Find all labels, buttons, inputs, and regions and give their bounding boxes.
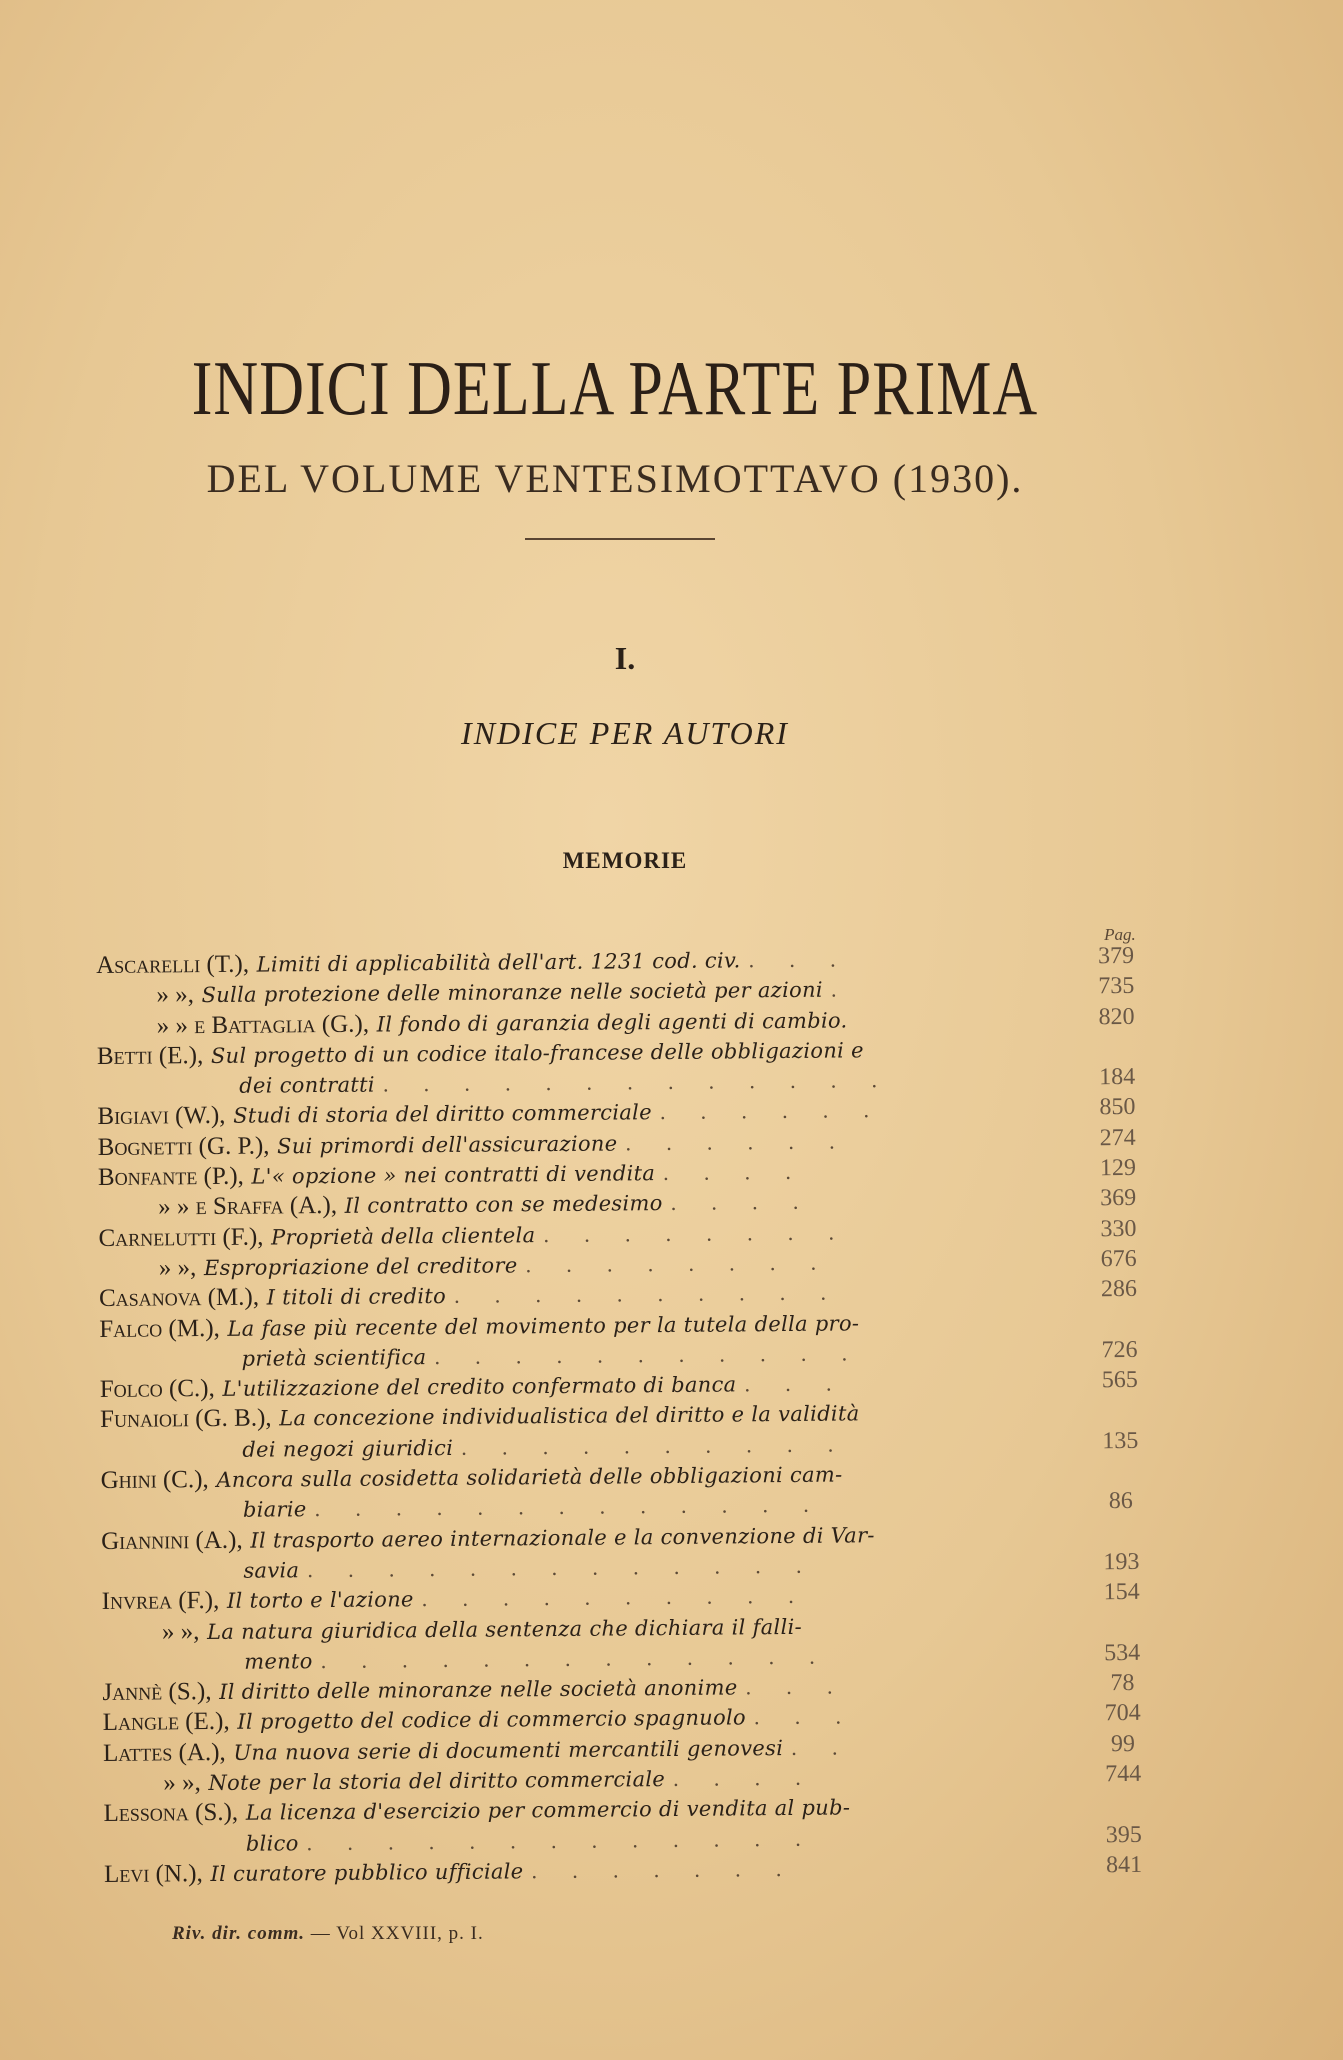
entry-leader-dots: . . . . . . . . . . . . .: [306, 1826, 816, 1855]
entry-page-number: 193: [1103, 1548, 1140, 1576]
entry-page-number: 154: [1103, 1579, 1140, 1606]
entry-leader-dots: . . . . . .: [624, 1129, 850, 1156]
entry-title: Note per la storia del diritto commerciale: [208, 1767, 666, 1796]
entry-leader-dots: . . . . . .: [659, 1098, 884, 1125]
entry-leader-dots: . . . . . . . . . .: [460, 1432, 848, 1460]
entry-leader-dots: . . . . . . . . . . . . .: [320, 1644, 830, 1673]
entry-leader-dots: . . . .: [672, 1765, 816, 1792]
entry-page-number: 744: [1105, 1760, 1142, 1788]
entry-page-number: 86: [1108, 1488, 1133, 1515]
entry-author: Falco (M.),: [99, 1314, 220, 1343]
entry-page-number: 135: [1102, 1427, 1139, 1454]
entry-title: La natura giuridica della sentenza che dichiara il falli-: [206, 1614, 803, 1644]
entry-author: » » e Sraffa (A.),: [158, 1192, 338, 1221]
entry-leader-dots: . . . . . . . . . .: [421, 1584, 809, 1612]
entry-title: Proprietà della clientela: [271, 1222, 536, 1250]
entry-page-number: 704: [1104, 1700, 1141, 1727]
entry-leader-dots: . . .: [748, 947, 851, 973]
entry-page-number: 99: [1110, 1730, 1136, 1757]
entry-author: Bonfante (P.),: [97, 1162, 244, 1192]
entry-page-number: 841: [1105, 1851, 1143, 1879]
entry-leader-dots: . . . . . . . . . . . . .: [306, 1553, 816, 1583]
entry-title: Il fondo di garanzia degli agenti di cambio.: [376, 1008, 848, 1037]
entry-title: Il curatore pubblico ufficiale: [210, 1859, 524, 1886]
entry-page-number: 820: [1098, 1003, 1135, 1030]
entry-title: biarie: [242, 1497, 307, 1523]
entry-page-number: 369: [1100, 1185, 1137, 1212]
entry-leader-dots: . . . . . . .: [531, 1856, 796, 1884]
entry-author: » »,: [161, 1617, 200, 1645]
entry-page-number: 129: [1099, 1155, 1137, 1182]
entry-author: Invrea (F.),: [101, 1587, 220, 1616]
entry-page-number: 676: [1100, 1245, 1137, 1273]
entry-leader-dots: . . . . . . . . . .: [453, 1280, 841, 1309]
entry-title: Sui primordi dell'assicurazione: [277, 1131, 618, 1159]
entry-leader-dots: . . . . . . . .: [542, 1220, 849, 1247]
entry-author: » »,: [163, 1769, 201, 1797]
entry-page-number: 379: [1097, 942, 1135, 970]
page-footer: [172, 1923, 484, 1945]
entry-author: » »,: [158, 1254, 197, 1282]
entry-title: Il trasporto aereo internazionale e la convenzione di Var-: [250, 1522, 875, 1553]
entry-leader-dots: . . .: [743, 1371, 846, 1397]
entry-author: Bigiavi (W.),: [97, 1102, 226, 1131]
entry-page-number: 330: [1100, 1215, 1137, 1242]
entry-leader-dots: . . . . . . . .: [525, 1250, 831, 1278]
entry-leader-dots: . .: [790, 1735, 852, 1760]
entry-author: Lessona (S.),: [103, 1799, 239, 1828]
subsection-heading: MEMORIE: [562, 848, 688, 873]
entry-page-number: 78: [1110, 1670, 1135, 1697]
footer-volume: — Vol XXVIII, p. I.: [310, 1923, 484, 1944]
page-title: INDICI DELLA PARTE PRIMA: [191, 346, 1039, 432]
entry-title: dei negozi giuridici: [242, 1435, 454, 1462]
entry-author: Carnelutti (F.),: [98, 1223, 264, 1252]
page-subtitle: DEL VOLUME VENTESIMOTTAVO (1930).: [206, 456, 1024, 501]
entry-author: Giannini (A.),: [101, 1526, 243, 1555]
entry-page-number: 565: [1101, 1367, 1138, 1394]
entry-title: Sulla protezione delle minoranze nelle società per azioni: [201, 977, 823, 1008]
entry-title: mento: [244, 1648, 313, 1674]
entry-title: Il progetto del codice di commercio spagnuolo: [237, 1705, 747, 1735]
entry-title: prietà scientifica: [241, 1344, 427, 1371]
entry-author: Ghini (C.),: [100, 1466, 209, 1495]
entry-title: Espropriazione del creditore: [203, 1253, 518, 1281]
entry-title: La licenza d'esercizio per commercio di vendita al pub-: [245, 1795, 851, 1826]
entry-title: Una nuova serie di documenti mercantili genovesi: [233, 1735, 784, 1765]
entry-leader-dots: . . .: [745, 1674, 848, 1700]
entry-page-number: 850: [1099, 1094, 1136, 1121]
entry-author: Jannè (S.),: [102, 1678, 212, 1707]
entry-author: Funaioli (G. B.),: [99, 1404, 272, 1434]
entry-title: blico: [245, 1830, 299, 1856]
footer-journal: Riv. dir. comm.: [172, 1923, 306, 1944]
entry-leader-dots: . . . .: [670, 1190, 813, 1216]
entry-author: Lattes (A.),: [102, 1738, 226, 1767]
entry-title: L'« opzione » nei contratti di vendita: [251, 1161, 656, 1189]
entry-leader-dots: . . . . . . . . . . .: [433, 1341, 862, 1369]
entry-title: La concezione individualistica del diritto e la validità: [279, 1401, 860, 1431]
entry-leader-dots: .: [830, 977, 851, 1002]
entry-title: Il torto e l'azione: [226, 1587, 414, 1614]
entry-title: savia: [243, 1558, 300, 1583]
entry-author: Folco (C.),: [99, 1375, 215, 1404]
entry-title: Limiti di applicabilità dell'art. 1231 cod. civ.: [256, 948, 741, 977]
section-number: I.: [614, 640, 636, 676]
entry-text: [104, 1853, 796, 1890]
entry-title: dei contratti: [239, 1072, 375, 1098]
entry-author: » »,: [156, 981, 195, 1009]
entry-leader-dots: . . . . . . . . . . . . .: [382, 1068, 892, 1097]
entry-page-number: 286: [1100, 1276, 1138, 1303]
entry-author: Levi (N.),: [103, 1860, 203, 1888]
entry-page-number: 184: [1099, 1064, 1136, 1091]
page-column-label: Pag.: [1104, 925, 1136, 944]
entry-title: La fase più recente del movimento per la tutela della pro-: [227, 1310, 860, 1341]
entry-author: Casanova (M.),: [98, 1283, 260, 1313]
title-divider: [525, 538, 715, 540]
entry-page-number: 726: [1101, 1336, 1138, 1364]
entry-author: Betti (E.),: [96, 1041, 204, 1070]
entry-page-number: 274: [1099, 1124, 1136, 1152]
entry-title: Il diritto delle minoranze nelle società anonime: [219, 1675, 738, 1705]
entry-title: Il contratto con se medesimo: [344, 1191, 663, 1219]
entry-title: Studi di storia del diritto commerciale: [233, 1100, 652, 1129]
entry-leader-dots: . . . . . . . . . . . . .: [314, 1493, 824, 1522]
entry-page-number: 395: [1105, 1821, 1142, 1848]
author-index-list: [96, 941, 1159, 1889]
entry-author: Langle (E.),: [102, 1708, 230, 1737]
entry-leader-dots: . . . .: [662, 1159, 806, 1186]
entry-title: Ancora sulla cosidetta solidarietà delle obbligazioni cam-: [216, 1462, 843, 1493]
entry-author: Bognetti (G. P.),: [97, 1132, 270, 1161]
section-title: INDICE PER AUTORI: [461, 715, 789, 751]
entry-author: Ascarelli (T.),: [96, 950, 250, 979]
entry-page-number: 735: [1098, 973, 1135, 1000]
entry-title: Sul progetto di un codice italo-francese delle obbligazioni e: [210, 1038, 864, 1068]
entry-leader-dots: . . .: [753, 1704, 856, 1730]
entry-title: I titoli di credito: [266, 1284, 447, 1310]
entry-author: » » e Battaglia (G.),: [156, 1010, 370, 1040]
entry-page-number: 534: [1104, 1639, 1141, 1667]
entry-title: L'utilizzazione del credito confermato di banca: [222, 1372, 737, 1402]
